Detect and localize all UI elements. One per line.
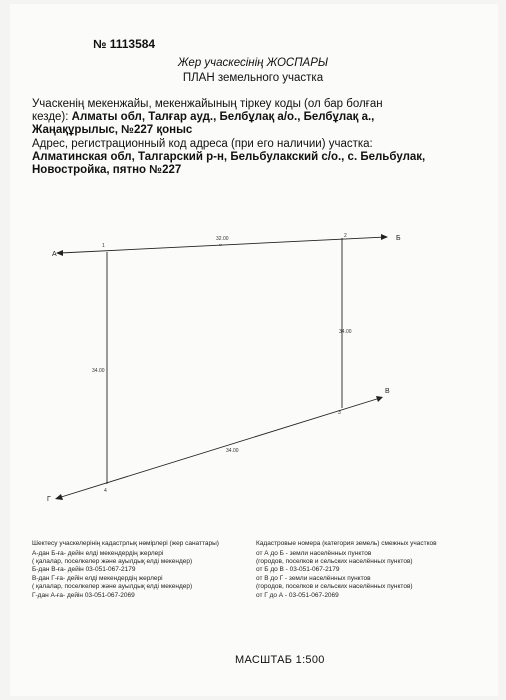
direction-label-g: Г — [47, 496, 51, 503]
legend-ru-line: от В до Г - земли населённых пунктов — [256, 575, 371, 582]
arrow-g-icon — [55, 494, 63, 500]
dimension-east: 34.00 — [339, 329, 352, 335]
address-kz-prefix: кезде): — [32, 111, 69, 123]
point-4: 4 — [104, 488, 107, 494]
direction-label-b: Б — [396, 235, 401, 242]
document-number: № 1113584 — [93, 37, 156, 51]
title-ru: ПЛАН земельного участка — [182, 72, 324, 84]
legend-kz-line: Шектесу учаскелерінің кадастрлық нөмірлері (жер санаттары) — [32, 540, 219, 547]
legend-ru-line: от А до Б - земли населённых пунктов — [256, 550, 372, 557]
address-ru-line1: Адрес, регистрационный код адреса (при его наличии) участка: — [32, 138, 373, 150]
legend-kz-line: В-дан Г-ға- дейін елді мекендердің жерлері — [32, 575, 163, 582]
dimension-north: 32.00 — [216, 236, 229, 242]
direction-label-a: А — [52, 251, 57, 258]
dimension-south: 34.00 — [226, 448, 239, 454]
legend-ru-line: (городов, поселков и сельских населённых пунктов) — [256, 558, 413, 565]
scale-label: МАСШТАБ 1:500 — [235, 654, 325, 666]
arrow-a-icon — [56, 250, 63, 256]
legend-ru-line: (городов, поселков и сельских населённых пунктов) — [256, 583, 413, 590]
direction-label-v: В — [385, 388, 390, 395]
legend-kz-line: ( қалалар, поселкелер және ауылдық елді мекендер) — [32, 583, 193, 590]
point-3: 3 — [338, 410, 341, 416]
legend-ru-line: от Б до В - 03-051-067-2179 — [256, 566, 340, 573]
legend-kz-line: ( қалалар, поселкелер және ауылдық елді мекендер) — [32, 558, 193, 565]
boundary-south — [58, 398, 380, 498]
legend-kz-line: А-дан Б-ға- дейін елді мекендердің жерлері — [32, 550, 164, 557]
legend-kz-line: Б-дан В-ға- дейін 03-051-067-2179 — [32, 566, 136, 573]
arrow-v-icon — [376, 396, 383, 402]
address-kz-value: Алматы обл, Талғар ауд., Белбұлақ а/о., Белбұлақ а., — [71, 111, 375, 123]
point-1: 1 — [102, 243, 105, 249]
legend-kz-line: Г-дан А-ға- дейін 03-051-067-2069 — [32, 592, 135, 599]
title-kz: Жер учаскесінің ЖОСПАРЫ — [177, 57, 329, 69]
dimension-west: 34.00 — [92, 368, 105, 374]
point-2: 2 — [344, 233, 347, 239]
dimension-north-unit: м — [219, 242, 222, 247]
address-ru-line2: Алматинская обл, Талгарский р-н, Бельбулакский с/о., с. Бельбулак, — [32, 151, 426, 163]
address-ru-line3: Новостройка, пятно №227 — [32, 164, 182, 176]
legend-ru-line: от Г до А - 03-051-067-2069 — [256, 592, 339, 599]
address-kz-line3: Жаңақұрылыс, №227 қоныс — [32, 124, 193, 136]
arrow-b-icon — [381, 234, 388, 240]
address-kz-line1: Учаскенің мекенжайы, мекенжайының тіркеу коды (ол бар болған — [32, 98, 383, 110]
legend-ru-line: Кадастровые номера (категория земель) смежных участков — [256, 540, 437, 547]
